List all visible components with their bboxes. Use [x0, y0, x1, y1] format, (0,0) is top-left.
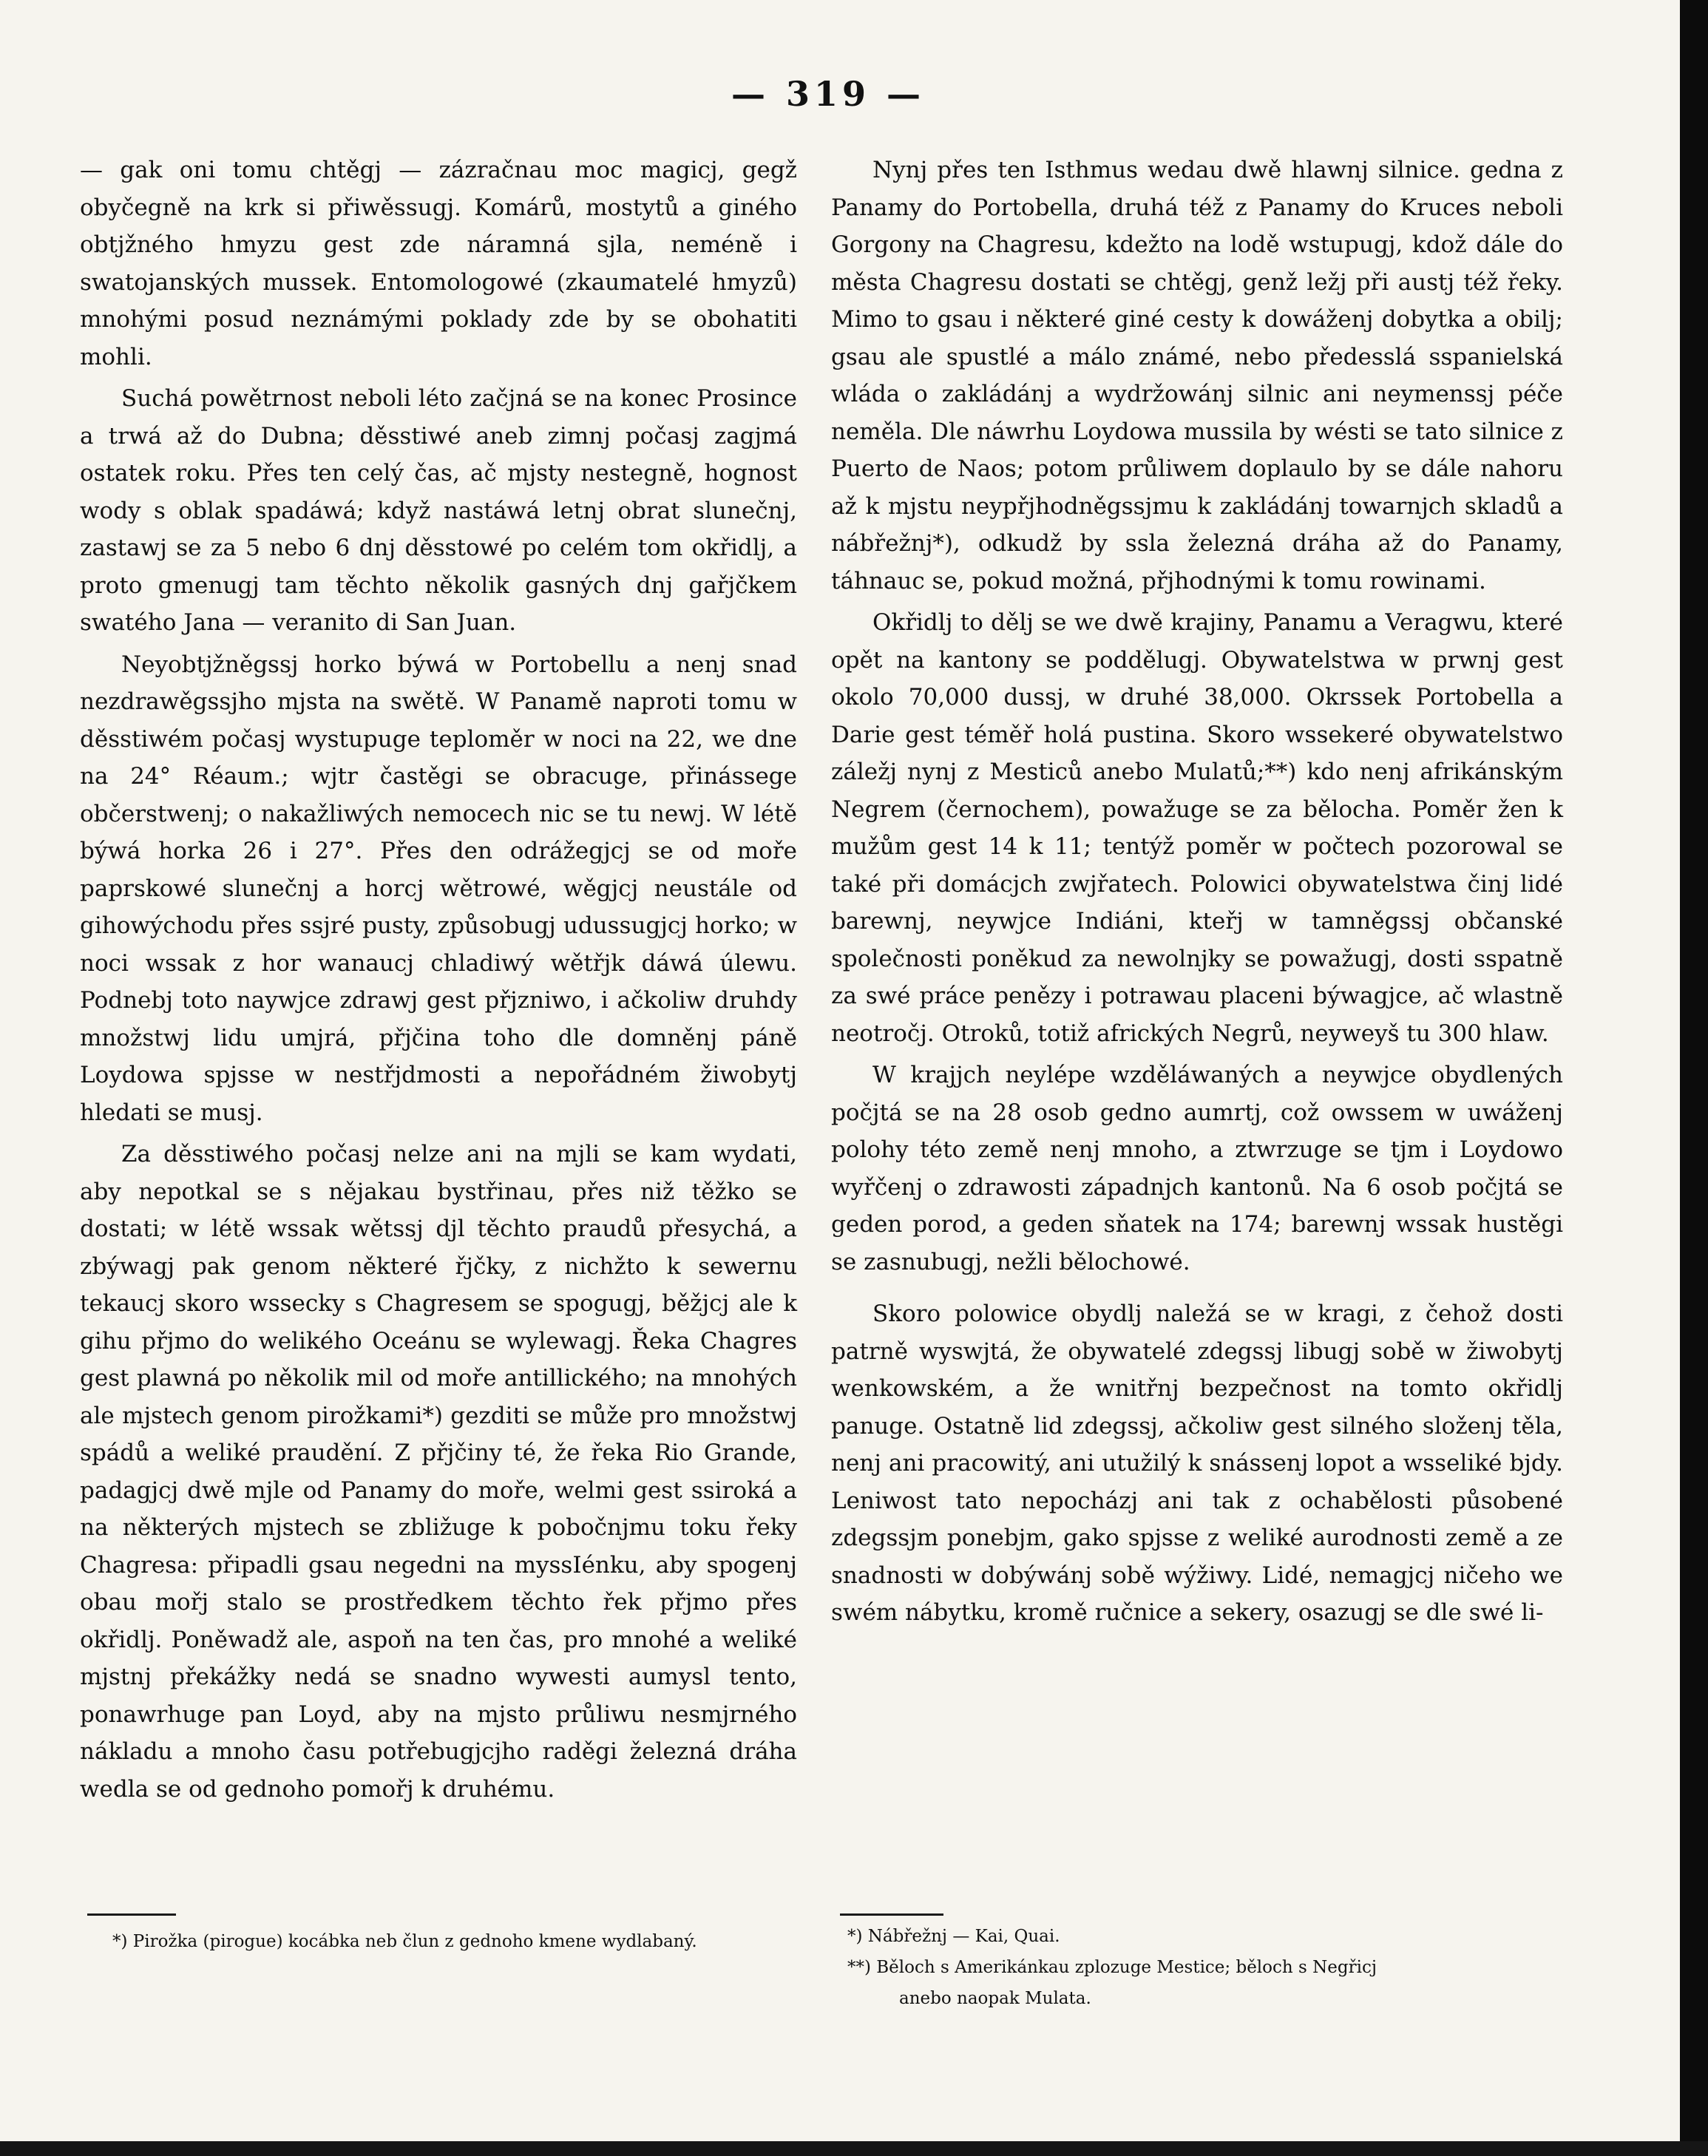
paragraph: Za děsstiwého počasj nelze ani na mjli se kam wydati, aby nepotkal se s nějakau bystřinau, přes niž těžko se dostati; w létě wssak wětssj djl těchto praudů přesychá, a zbýwagj pak genom některé řjčky, z nichžto k sewernu tekaucj skoro wssecky s Chagresem se spogugj, běžjcj ale k gihu přjmo do welikého Oceánu se wylewagj. Řeka Chagres gest plawná po několik mil od moře antillického; na mnohých ale mjstech genom pirožkami*) gezditi se může pro množstwj spádů a weliké praudění. Z přjčiny té, že řeka Rio Grande, padagjcj dwě mjle od Panamy do moře, welmi gest ssiroká a na některých mjstech se zbližuge k pobočnjmu toku řeky Chagresa: připadli gsau negedni na myssIénku, aby spogenj obau mořj stalo se prostředkem těchto řek přjmo přes okřidlj. Poněwadž ale, aspoň na ten čas, pro mnohé a weliké mjstnj překážky nedá se snadno wywesti aumysl tento, ponawrhuge pan Loyd, aby na mjsto průliwu nesmjrného nákladu a mnoho času potřebugjcjho raděgi železná dráha wedla se od gednoho pomořj k druhému. — [80, 1141, 797, 1803]
footnotes — [847, 1921, 1557, 2014]
paragraph: Suchá powětrnost neboli léto začjná se na konec Prosince a trwá až do Dubna; děsstiwé aneb zimnj počasj zagjmá ostatek roku. Přes ten celý čas, ač mjsty nestegně, hognost wody s oblak spadáwá; když nastáwá letnj obrat slunečnj, zastawj se za 5 nebo 6 dnj děsstowé po celém tom okřidlj, a proto gmenugj tam těchto několik gasných dnj gařjčkem swatého Jana — veranito di San Juan. — [80, 385, 797, 636]
paragraph: Okřidlj to dělj se we dwě krajiny, Panamu a Veragwu, které opět na kantony se poddělugj. Obywatelstwa w prwnj gest okolo 70,000 dussj, w druhé 38,000. Okrssek Portobella a Darie gest téměř holá pustina. Skoro wssekeré obywatelstwo záležj nynj z Mesticů anebo Mulatů;**) kdo nenj afrikánským Negrem (černochem), powažuge se za bělocha. Poměr žen k mužům gest 14 k 11; tentýž poměr w počtech pozorowal se také při domácjch zwjřatech. Polowici obywatelstwa činj lidé barewnj, neywjce Indiáni, kteřj w tamněgssj občanské společnosti poněkud za newolnjky se powažugj, dosti sspatně za swé práce penězy i potrawau placeni býwagjce, ač wlastně neotročj. Otroků, totiž afrických Negrů, neyweyš tu 300 hlaw. — [831, 609, 1563, 1047]
paragraph: Neyobtjžněgssj horko býwá w Portobellu a nenj snad nezdrawěgssjho mjsta na swětě. W Panamě naproti tomu w děsstiwém počasj wystupuge teploměr w noci na 22, we dne na 24° Réaum.; wjtr častěgi se obracuge, přinássege občerstwenj; o nakažliwých nemocech nic se tu newj. W létě býwá horka 26 i 27°. Přes den odrážegjcj se od moře paprskowé slunečnj a horcj wětrowé, wěgjcj neustále od gihowýchodu přes ssjré pusty, způsobugj udussugjcj horko; w noci wssak z hor wanaucj chladiwý wětřjk dáwá úlewu. Podnebj toto naywjce zdrawj gest přjzniwo, i ačkoliw druhdy množstwj lidu umjrá, přjčina toho dle domněnj páně Loydowa spjsse w nestřjdmosti a nepořádném žiwobytj hledati se musj. — [80, 651, 797, 1126]
paragraph: Skoro polowice obydlj naležá se w kragi, z čehož dosti patrně wyswjtá, že obywatelé zdegssj libugj sobě w žiwobytj wenkowském, a že wnitřnj bezpečnost na tomto okřidlj panuge. Ostatně lid zdegssj, ačkoliw gest silného složenj těla, nenj ani pracowitý, ani utužilý k snássenj lopot a wsseliké bjdy. Leniwost tato nepocházj ani tak z ochabělosti působené zdegssjm ponebjm, gako spjsse z weliké aurodnosti země a ze snadnosti w dobýwánj sobě wýžiwy. Lidé, nemagjcj ničeho we swém nábytku, kromě ručnice a sekery, osazugj se dle swé li- — [831, 1301, 1563, 1626]
scan-edge-shadow — [1680, 0, 1708, 2156]
footnote: *) Nábřežnj — Kai, Quai. — [847, 1927, 1060, 1946]
right-column — [831, 152, 1563, 1632]
left-column — [80, 152, 797, 1808]
paragraph: W krajjch neylépe wzděláwaných a neywjce obydlených počjtá se na 28 osob gedno aumrtj, což owssem w uwáženj polohy této země nenj mnoho, a ztwrzuge se tjm i Loydowo wyřčenj o zdrawosti západnjch kantonů. Na 6 osob počjtá se geden porod, a geden sňatek na 174; barewnj wssak hustěgi se zasnubugj, nežli bělochowé. — [831, 1062, 1563, 1275]
scan-edge-shadow — [0, 2141, 1708, 2156]
paragraph: — gak oni tomu chtěgj — zázračnau moc magicj, gegž obyčegně na krk si přiwěssugj. Komárů, mostytů a giného obtjžného hmyzu gest zde náramná sjla, neméně i swatojanských mussek. Entomologowé (zkaumatelé hmyzů) mnohými posud neznámými poklady zde by se obohatiti mohli. — [80, 157, 797, 370]
footnote-continuation: anebo naopak Mulata. — [899, 1989, 1091, 2008]
footnote: *) Pirožka (pirogue) kocábka neb člun z gednoho kmene wydlabaný. — [112, 1932, 697, 1951]
footnote: **) Běloch s Amerikánkau zplozuge Mestice; běloch s Negřicj — [847, 1958, 1377, 1977]
page-number: — 319 — — [731, 74, 926, 114]
footnote-divider — [87, 1913, 176, 1916]
paragraph: Nynj přes ten Isthmus wedau dwě hlawnj silnice. gedna z Panamy do Portobella, druhá též z Panamy do Kruces neboli Gorgony na Chagresu, kdežto na lodě wstupugj, kdož dále do města Chagresu dostati se chtěgj, genž ležj při austj též řeky. Mimo to gsau i některé giné cesty k dowáženj dobytka a obilj; gsau ale spustlé a málo známé, nebo předesslá sspanielská wláda o zakládánj a wydržowánj silnic ani neymenssj péče neměla. Dle náwrhu Loydowa mussila by wésti se tato silnice z Puerto de Naos; potom průliwem doplaulo by se dále nahoru až k mjstu neypřjhodněgssjmu k zakládánj towarnjch skladů a nábřežnj*), odkudž by ssla železná dráha až do Panamy, táhnauc se, pokud možná, přjhodnými k tomu rowinami. — [831, 157, 1563, 594]
footnote-divider — [840, 1913, 943, 1916]
